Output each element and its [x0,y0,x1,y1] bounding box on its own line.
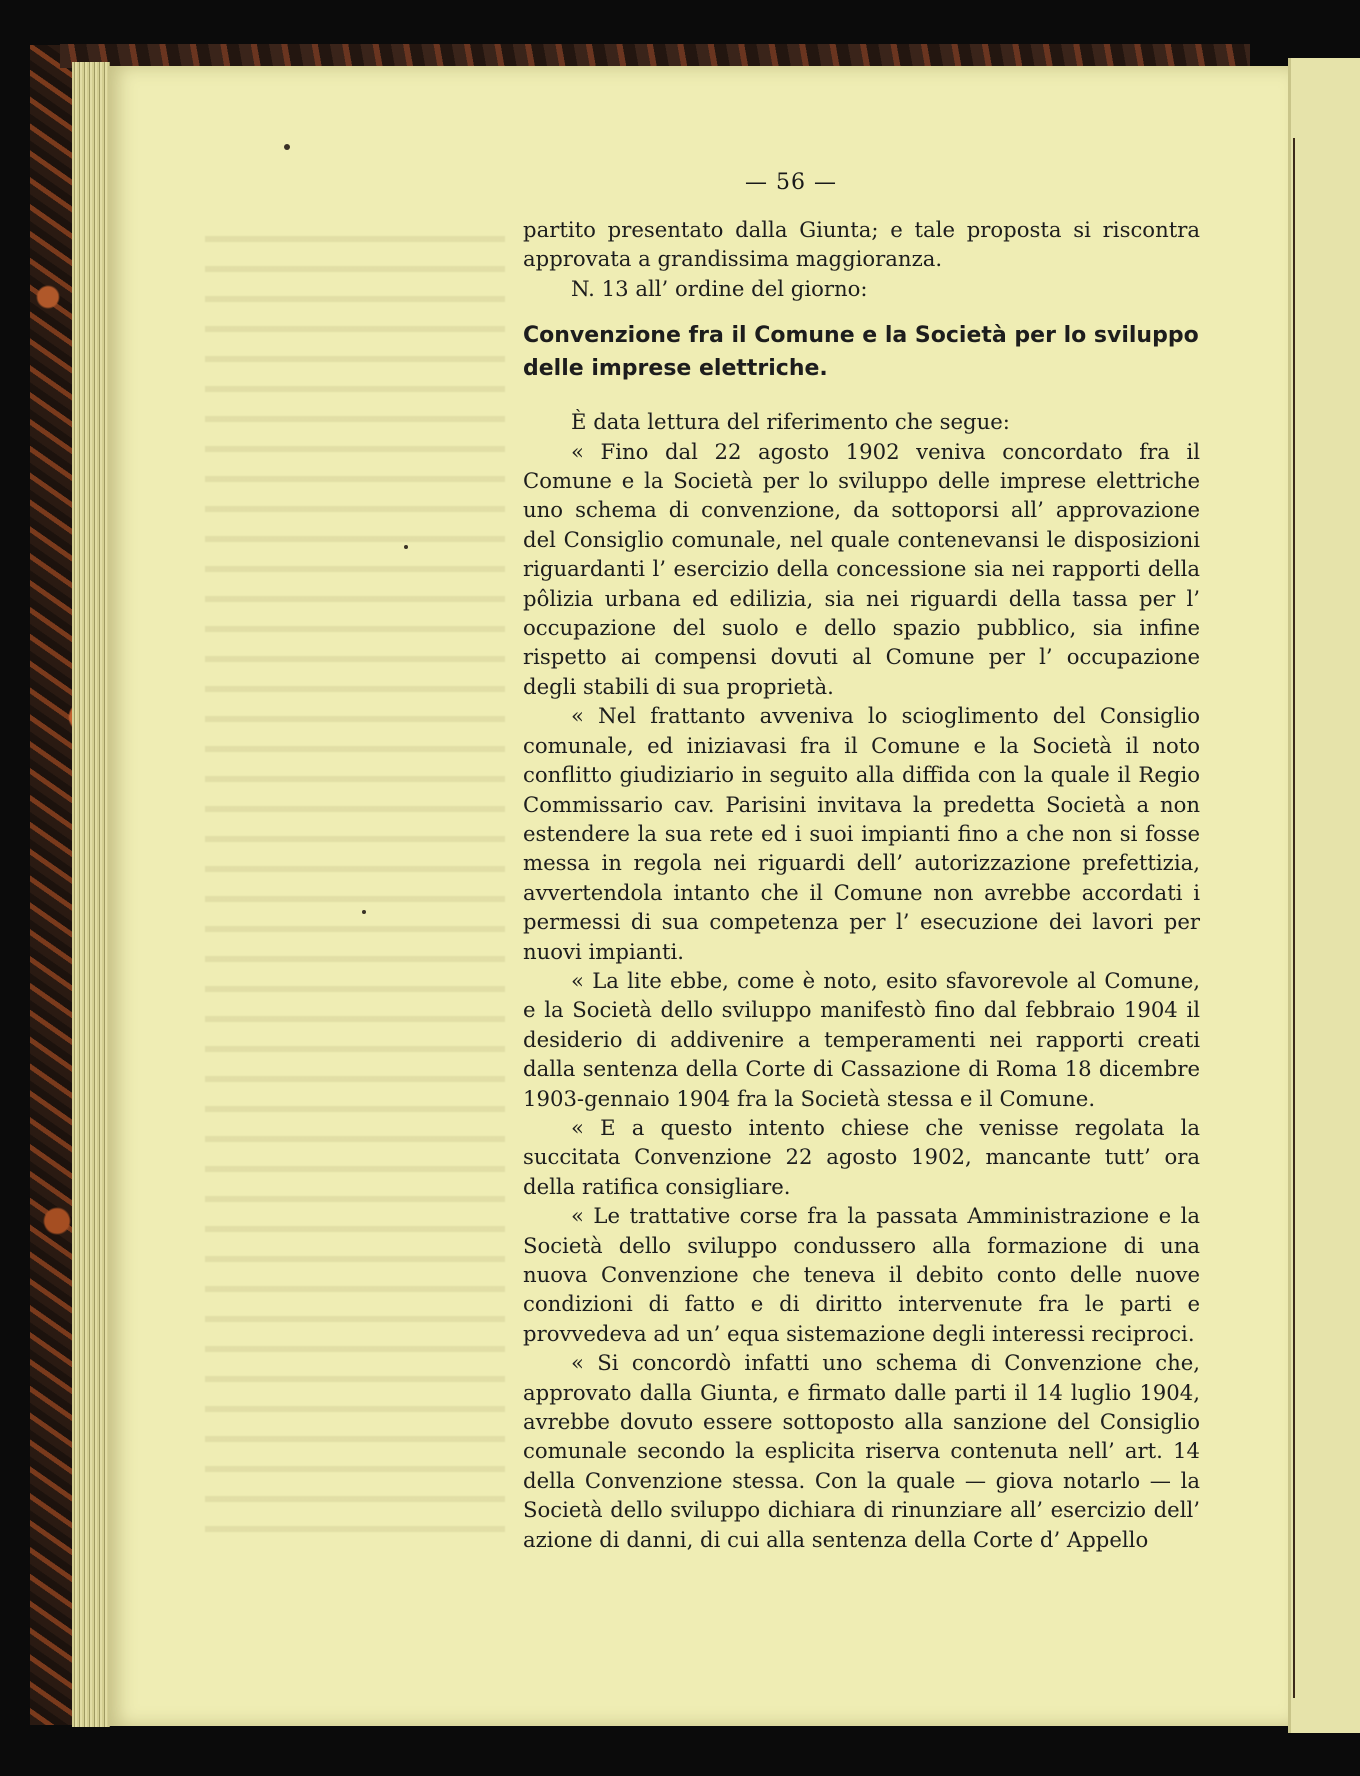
paragraph: « La lite ebbe, come è noto, esito sfavorevole al Comune, e la Società dello sviluppo manifestò fino dal febbraio 1904 il desiderio di addivenire a temperamenti nei rapporti creati dalla sentenza della Corte di Cassazione di Roma 18 dicembre 1903-gennaio 1904 fra la Società stessa e il Comune. [523,967,1200,1111]
paragraph: È data lettura del riferimento che segue: [571,409,1010,435]
paragraph: « Si concordò infatti uno schema di Convenzione che, approvato dalla Giunta, e firmato dalle parti il 14 luglio 1904, avrebbe dovuto essere sottoposto alla sanzione del Consiglio comunale secondo la esplicita riserva contenuta nell’ art. 14 della Convenzione stessa. Con la quale — giova notarlo — la Società dello sviluppo dichiara di rinunziare all’ esercizio dell’ azione di danni, di cui alla sentenza della Corte d’ Appello [523,1350,1200,1552]
paragraph: « Le trattative corse fra la passata Amministrazione e la Società dello sviluppo condussero alla formazione di una nuova Convenzione che teneva il debito conto delle nuove condizioni di fatto e di diritto intervenute fra le parti e provvedeva ad un’ equa sistemazione degli interessi reciproci. [523,1203,1200,1346]
page-text [523,215,1200,1554]
paragraph: « Nel frattanto avveniva lo scioglimento del Consiglio comunale, ed iniziavasi fra il Comune e la Società il noto conflitto giudiziario in seguito alla diffida con la quale il Regio Commissario cav. Parisini invitava la predetta Società a non estendere la sua rete ed i suoi impianti fino a che non si fosse messa in regola nei riguardi dell’ autorizzazione prefettizia, avvertendola intanto che il Comune non avrebbe accordati i permessi di sua competenza per l’ esecuzione dei lavori per nuovi impianti. [523,703,1200,964]
page-number: — 56 — [745,170,837,195]
text-line: N. 13 all’ ordine del giorno: [571,275,868,301]
ink-spot [284,144,290,150]
ink-spot [362,910,366,914]
cover-top-edge [60,44,1250,68]
ink-spot [404,545,408,549]
section-title: Convenzione fra il Comune e la Società per lo sviluppo delle imprese elettriche. [523,323,1199,382]
text-line: partito presentato dalla Giunta; e tale proposta si riscontra approvata a grandissima maggioranza. [523,217,1200,272]
bleed-through-text [205,220,505,1550]
adjacent-page [1288,58,1360,1733]
page-edges [72,62,110,1727]
paragraph: « Fino dal 22 agosto 1902 veniva concordato fra il Comune e la Società per lo sviluppo delle imprese elettriche uno schema di convenzione, da sottoporsi all’ approvazione del Consiglio comunale, nel quale contenevansi le disposizioni riguardanti l’ esercizio della concessione sia nei rapporti della pôlizia urbana ed edilizia, sia nei riguardi della tassa per l’ occupazione del suolo e dello spazio pubblico, sia infine rispetto ai compensi dovuti al Comune per l’ occupazione degli stabili di sua proprietà. [523,438,1200,699]
adjacent-page-spine-line [1293,138,1295,1698]
paragraph: « E a questo intento chiese che venisse regolata la succitata Convenzione 22 agosto 1902, mancante tutt’ ora della ratifica consigliare. [523,1114,1200,1199]
